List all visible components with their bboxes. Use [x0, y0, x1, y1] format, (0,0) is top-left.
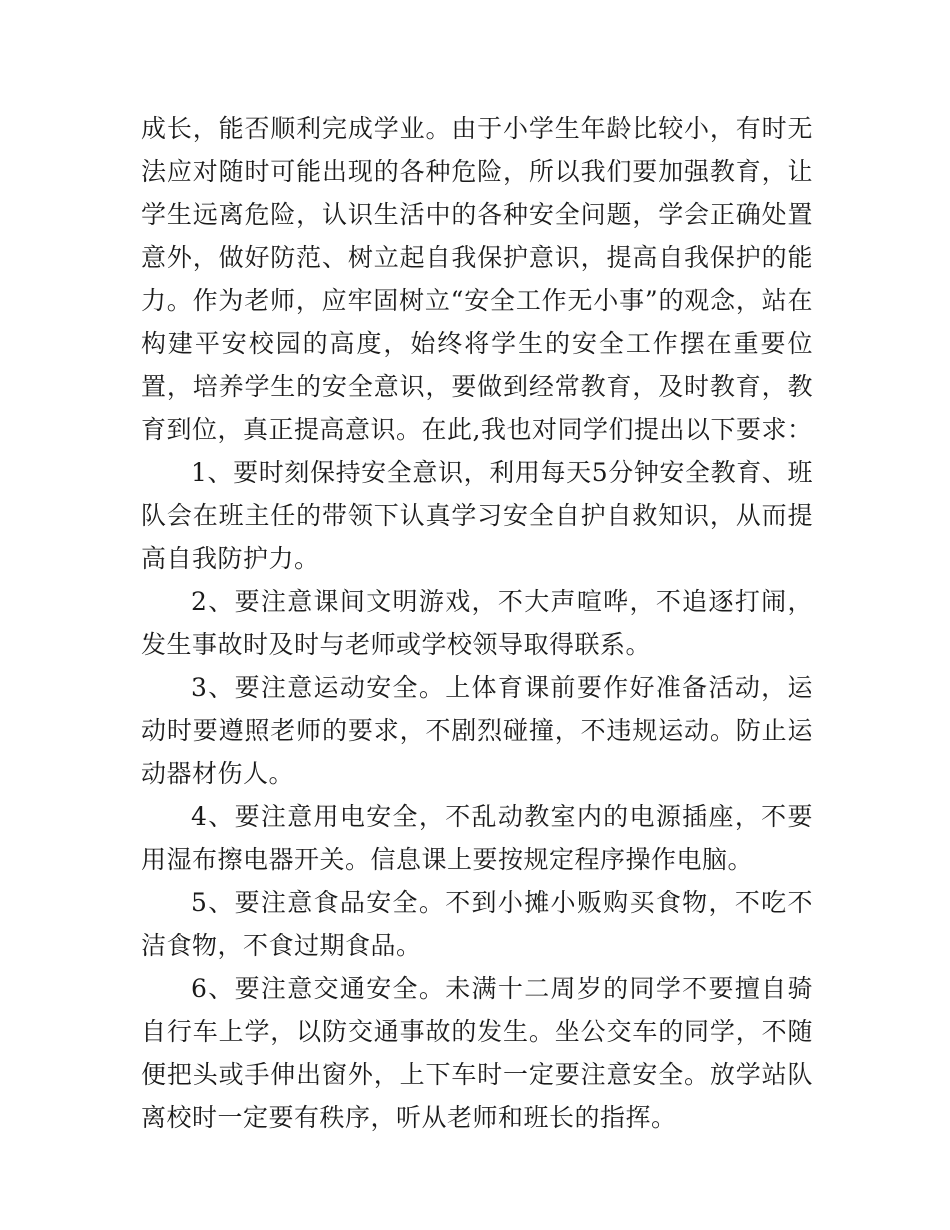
paragraph-rule-3: 3、要注意运动安全。上体育课前要作好准备活动，运动时要遵照老师的要求，不剧烈碰撞，不违规运动。防止运动器材伤人。	[141, 673, 813, 788]
paragraph-rule-6: 6、要注意交通安全。未满十二周岁的同学不要擅自骑自行车上学，以防交通事故的发生。坐公交车的同学，不随便把头或手伸出窗外，上下车时一定要注意安全。放学站队离校时一定要有秩序，听从老师和班长的指挥。	[141, 974, 813, 1132]
paragraph-rule-1: 1、要时刻保持安全意识，利用每天5分钟安全教育、班队会在班主任的带领下认真学习安全自护自救知识，从而提高自我防护力。	[141, 458, 813, 573]
paragraph-intro: 成长，能否顺利完成学业。由于小学生年龄比较小，有时无法应对随时可能出现的各种危险，所以我们要加强教育，让学生远离危险，认识生活中的各种安全问题，学会正确处置意外，做好防范、树立起自我保护意识，提高自我保护的能力。作为老师，应牢固树立“安全工作无小事”的观念，站在构建平安校园的高度，始终将学生的安全工作摆在重要位置，培养学生的安全意识，要做到经常教育，及时教育，教育到位，真正提高意识。在此,我也对同学们提出以下要求：	[141, 114, 813, 444]
paragraph-rule-2: 2、要注意课间文明游戏，不大声喧哗，不追逐打闹，发生事故时及时与老师或学校领导取得联系。	[141, 587, 813, 659]
paragraph-rule-4: 4、要注意用电安全，不乱动教室内的电源插座，不要用湿布擦电器开关。信息课上要按规定程序操作电脑。	[141, 802, 813, 874]
document-body	[141, 107, 813, 1139]
paragraph-rule-5: 5、要注意食品安全。不到小摊小贩购买食物，不吃不洁食物，不食过期食品。	[141, 888, 813, 960]
